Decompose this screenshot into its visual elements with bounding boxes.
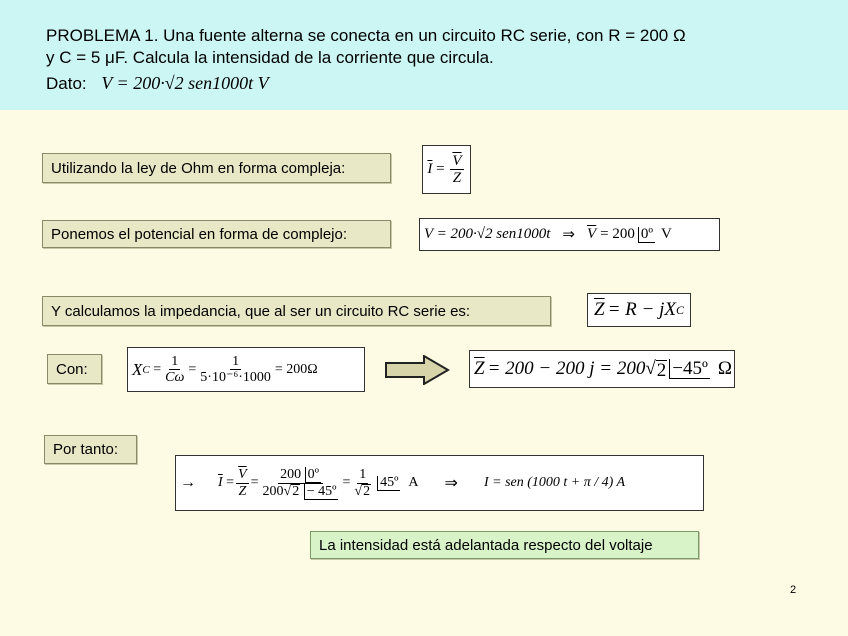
potencial-equation [419,218,720,251]
potencial-eq-right-mod: = 200 [600,226,635,242]
xc-equation: X C = $\frac{1}{C\omega}$ = $\frac{1}{\text{5·10⁻⁶·1000}}$ = 200Ω [127,347,365,392]
final-f2-den [261,484,341,499]
final-eq-angle: 45º [377,476,400,491]
final-f2-den-mod: 200 [262,483,284,499]
page-number: 2 [790,584,797,596]
xc-eq-sub: C [142,363,150,376]
final-f1-num: $\overline{V}$ [238,467,247,483]
ohm-eq-num: $\overline{V}$ [452,152,462,169]
impedancia-eq-rhs: = R − jX [607,299,676,320]
dato-line [46,73,269,94]
dato-equation: V = 200·√2 sen1000t V [101,73,269,93]
impedancia-equation [587,293,691,327]
final-eq-unit: A [408,475,419,490]
z-eq-text: = 200 − 200 j = 200 [487,358,646,379]
final-f2-num-mod: 200 [280,467,302,483]
final-eq-fraction-1 [236,467,249,499]
problem-statement-line-1: PROBLEMA 1. Una fuente alterna se conecta en un circuito RC serie, con R = 200 Ω [46,26,686,45]
ohm-law-equation: $\overline{I}$ = $\frac{\overline{V}}{Z}$ [422,145,471,194]
conclusion-box [310,531,699,559]
potencial-eq-right-lhs: $\overline{V}$ [587,226,597,242]
final-eq-result: I = sen (1000 t + π / 4) A [483,475,626,490]
final-f1-den: Z [238,483,247,499]
xc-eq-result: = 200Ω [274,361,318,377]
z-eq-unit: Ω [717,358,732,379]
final-f3-num: 1 [359,467,367,483]
final-f2-den-radicand: 2 [292,483,300,499]
impedancia-label [42,296,551,326]
ohm-eq-lhs: $\overline{I}$ [427,161,433,177]
final-f3-den: √ 2 [354,483,371,499]
con-label [47,354,102,384]
potencial-label [42,220,391,248]
z-eq-angle: −45º [669,359,710,379]
por-tanto-label-text: Por tanto: [53,441,119,458]
por-tanto-label [44,435,137,464]
final-f2-num [278,467,323,483]
final-f2-num-angle: 0º [305,467,321,483]
xc-f2-den: 5·10⁻⁶·1000 [200,370,271,385]
final-f2-den-sqrt: √ 2 [283,483,300,499]
dato-label: Dato: [46,74,87,93]
impedancia-eq-sub: C [675,302,684,317]
final-eq-lhs: $\overline{I}$ [218,475,223,490]
impedancia-eq-lhs: $\overline{Z}$ [594,299,605,320]
z-eq-sqrt: √ 2 [645,358,667,381]
right-arrow-small-icon: → [180,474,196,491]
final-equation: → $\overline{I}$ = $\frac{\overline{V}}{Z}$ = 200 0º 200√ 2 − 45º = 1 √ 2 45º A ⇒ I = sen (1000 t + π / 4) A [175,455,704,511]
final-f2-den-angle: − 45º [304,484,339,500]
potencial-eq-angle: 0º [638,227,655,243]
implies-arrow-icon: ⇒ [562,227,575,243]
conclusion-text: La intensidad está adelantada respecto del voltaje [319,536,653,554]
final-f3-den-radicand: 2 [363,483,371,499]
ohm-law-label-text: Utilizando la ley de Ohm en forma compleja: [51,159,346,177]
xc-eq-fraction-1 [163,354,186,386]
right-arrow-icon [384,355,450,385]
impedancia-label-text: Y calculamos la impedancia, que al ser un circuito RC serie es: [51,302,471,320]
problem-header [0,0,848,110]
potencial-eq-unit: V [661,226,672,242]
ohm-law-label [42,153,391,183]
final-eq-fraction-3 [352,467,373,499]
z-equation [469,350,735,388]
ohm-eq-den: Z [452,170,462,186]
z-eq-lhs: $\overline{Z}$ [474,358,485,379]
xc-f1-den: Cω [165,370,185,385]
con-label-text: Con: [56,360,88,378]
xc-eq-fraction-2 [198,354,273,386]
xc-f2-num: 1 [232,353,240,369]
ohm-eq-fraction [450,153,463,187]
xc-eq-lhs: X [132,359,143,379]
problem-statement-line-2: y C = 5 μF. Calcula la intensidad de la corriente que circula. [46,48,494,67]
implies-arrow-icon-2: ⇒ [444,475,458,492]
potencial-label-text: Ponemos el potencial en forma de complejo: [51,225,348,243]
final-eq-fraction-2 [261,467,341,499]
xc-f1-num: 1 [171,353,179,369]
z-eq-sqrt-radicand: 2 [656,360,667,381]
potencial-eq-left: V = 200·√2 sen1000t [424,226,551,242]
